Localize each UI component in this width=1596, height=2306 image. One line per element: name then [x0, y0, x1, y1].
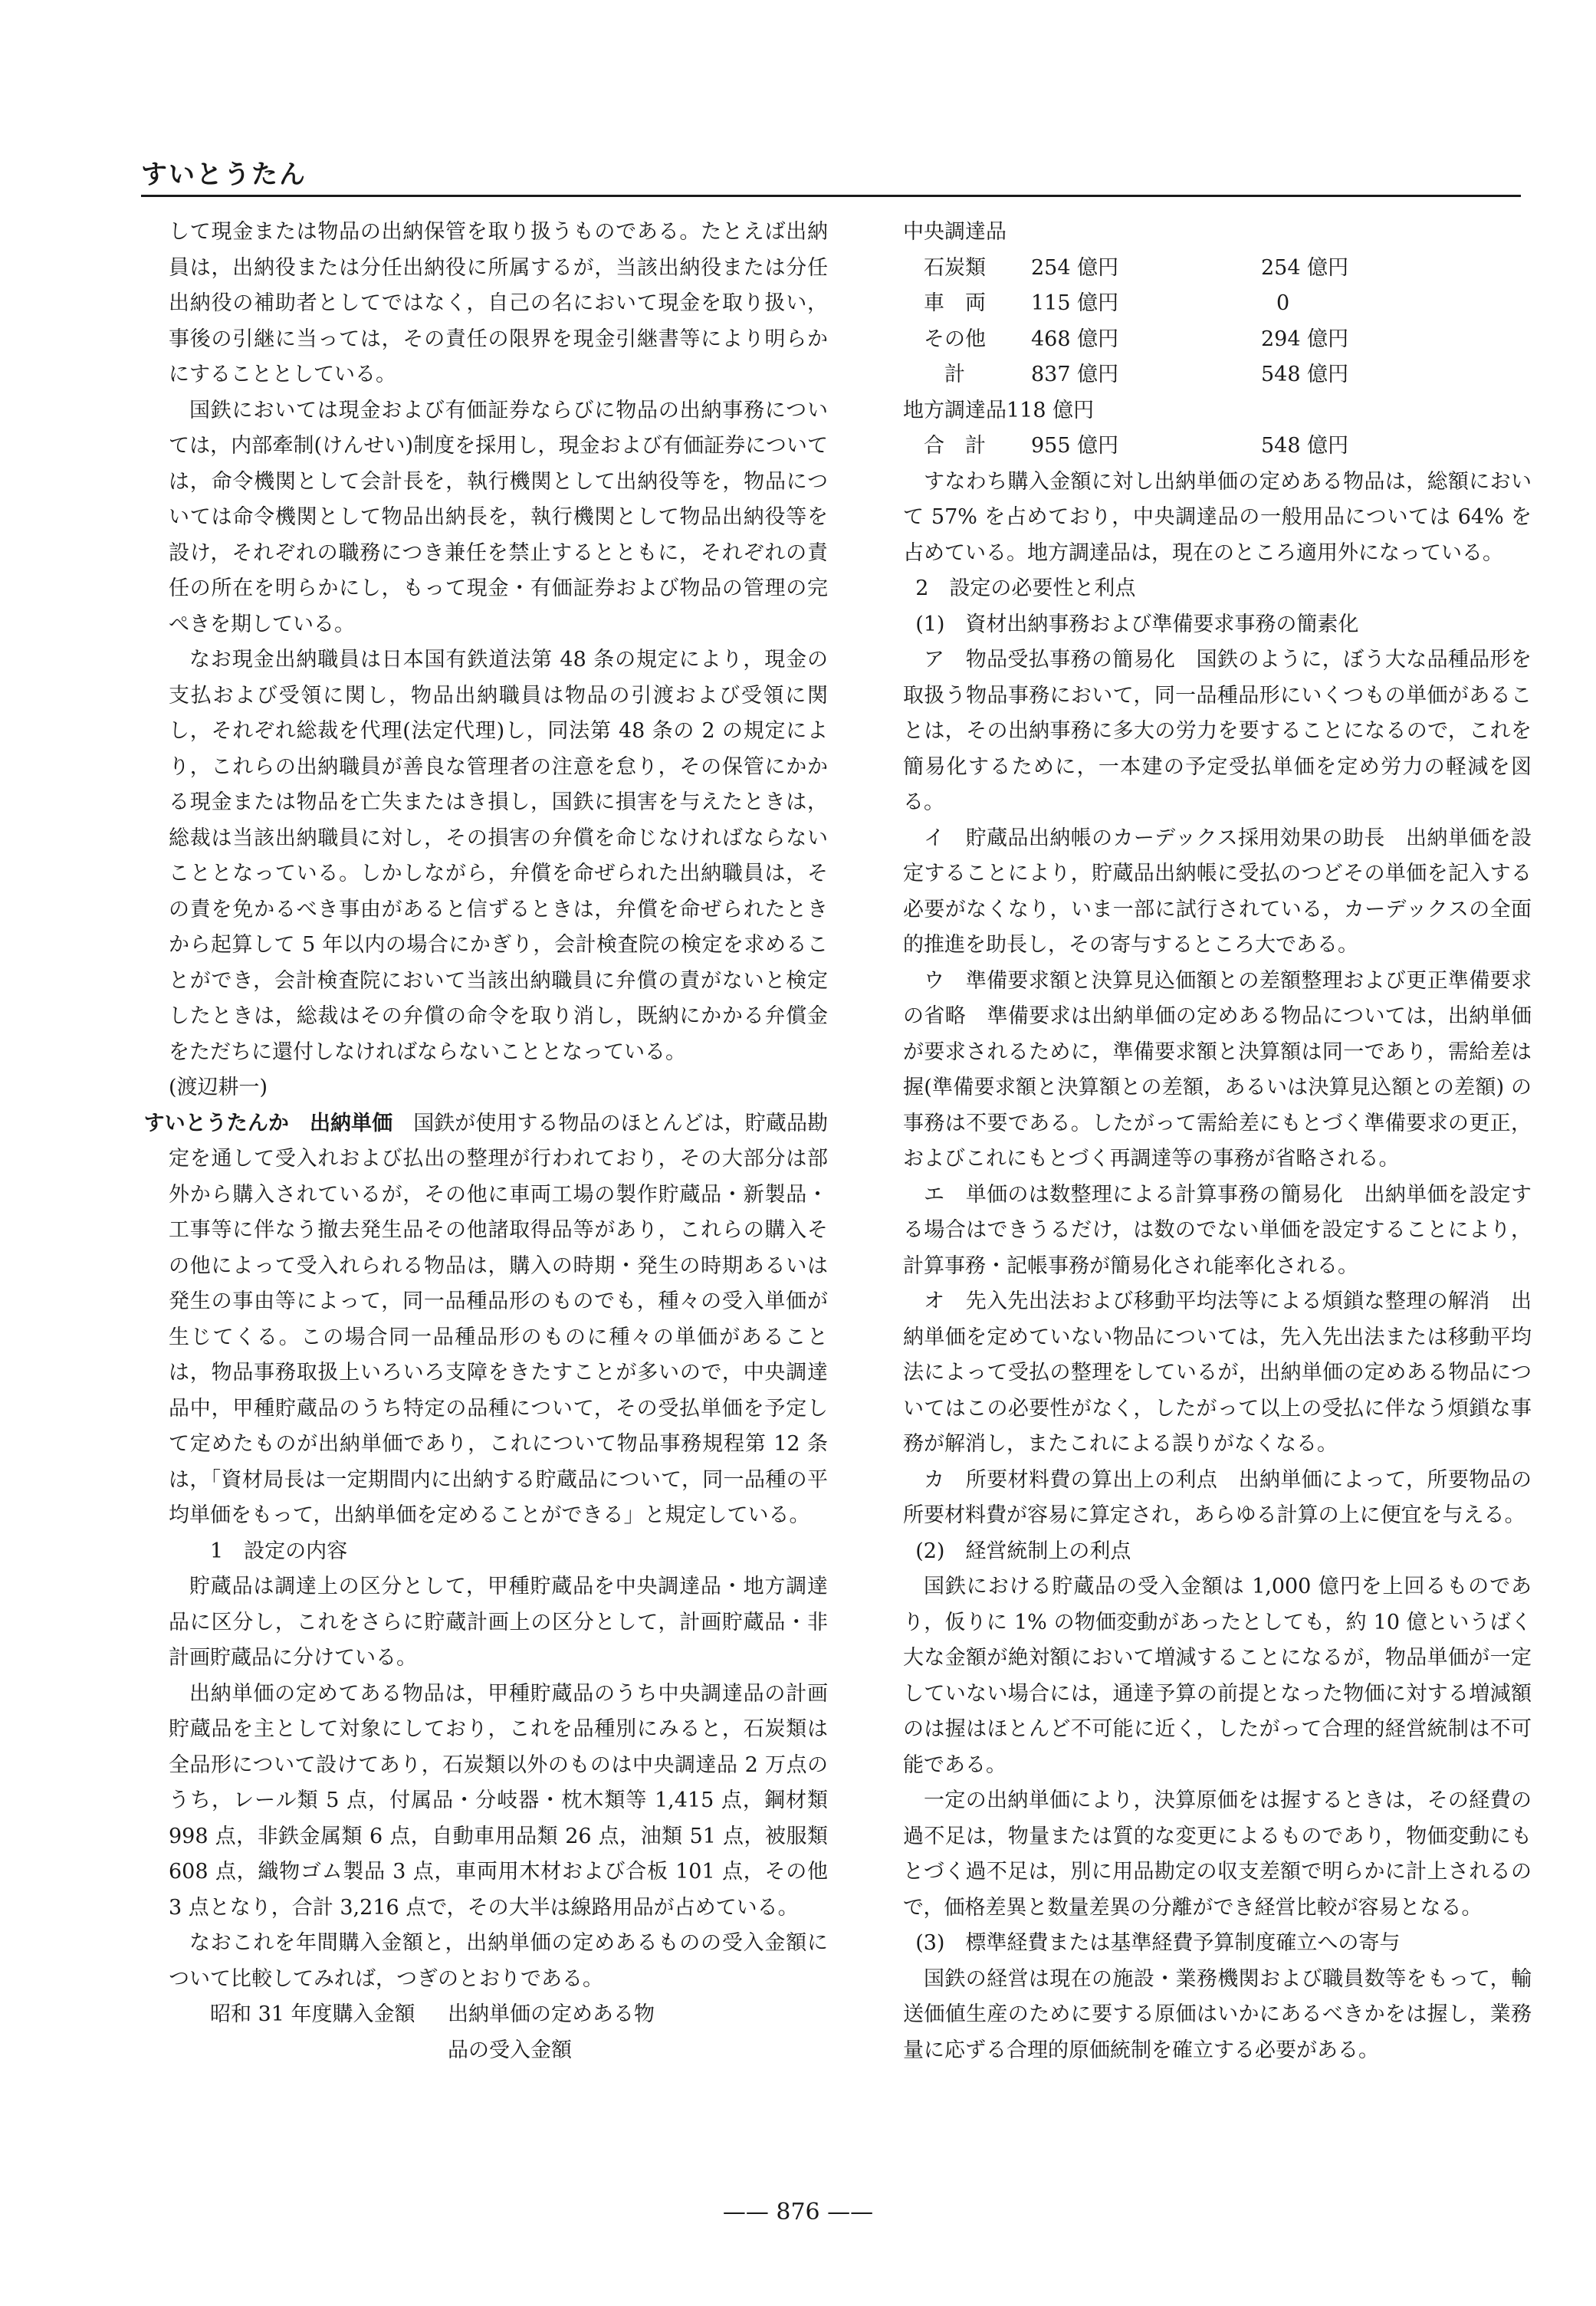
table-header-unit-price-line-2: 品の受入金額	[448, 2038, 572, 2062]
right-column	[903, 215, 1532, 2068]
running-header: すいとうたん	[141, 159, 307, 190]
table-header	[169, 1997, 828, 2068]
item-ka-paragraph: カ 所要材料費の算出上の利点 出納単価によって，所要物品の所要材料費が容易に算定され，あらゆる計算の上に便宜を与える。	[903, 1467, 1532, 1527]
right-paragraph-4: 国鉄の経営は現在の施設・業務機関および職員数等をもって，輸送価値生産のために要する原価はいかにあるべきかをは握し，業務量に応ずる合理的原価統制を確立する必要がある。	[903, 1966, 1532, 2062]
local-label: 地方調達品	[903, 398, 1007, 422]
row-label: 石炭類	[924, 255, 986, 280]
left-paragraph-5: 出納単価の定めてある物品は，甲種貯蔵品のうち中央調達品の計画貯蔵品を主として対象にしており，これを品種別にみると，石炭類は全品形について設けてあり，石炭類以外のものは中央調達品 2 万点のうち，レール類 5 点，付属品・分岐器・枕木類等 1,415 点，鋼材類 998 点，非鉄金属類 6 点，自動車用品類 26 点，油類 51 点，被服類 608 点，織物ゴム製品 3 点，車両用木材および合板 101 点，その他 3 点となり，合計 3,216 点で，その大半は線路用品が占めている。	[169, 1681, 828, 1920]
row-unit-price-value: 254 億円	[1261, 255, 1349, 280]
table-row-total	[903, 429, 1532, 465]
local-value: 118 億円	[1007, 398, 1095, 422]
entry-term: すいとうたんか 出納単価	[143, 1111, 393, 1135]
item-i-paragraph: イ 貯蔵品出納帳のカーデックス採用効果の助長 出納単価を設定することにより，貯蔵品出納帳に受払のつどその単価を記入する必要がなくなり，いま一部に試行されている，カーデックスの全面的推進を助長し，その寄与するところ大である。	[903, 826, 1532, 957]
left-paragraph-6: なおこれを年間購入金額と，出納単価の定めあるものの受入金額について比較してみれば，つぎのとおりである。	[169, 1931, 828, 1991]
item-o-paragraph: オ 先入先出法および移動平均法等による煩鎖な整理の解消 出納単価を定めていない物品については，先入先出法または移動平均法によって受払の整理をしているが，出納単価の定めある物品についてはこの必要性がなく，したがって以上の受払に伴なう煩鎖な事務が解消し，またこれによる誤りがなくなる。	[903, 1289, 1532, 1456]
page-number: —— 876 ——	[722, 2199, 874, 2226]
row-purchase-value: 837 億円	[1031, 363, 1119, 386]
total-unit-price-value: 548 億円	[1261, 434, 1349, 458]
row-label: 計	[924, 363, 965, 386]
table-header-unit-price-line-1: 出納単価の定めある物	[448, 2002, 655, 2026]
right-paragraph-1: すなわち購入金額に対し出納単価の定めある物品は，総額において 57% を占めており，中央調達品の一般用品については 64% を占めている。地方調達品は，現在のところ適用外になっている。	[903, 469, 1532, 565]
row-label: 車 両	[924, 291, 986, 315]
entry-paragraph	[143, 1106, 829, 1534]
row-purchase-value: 254 億円	[1031, 255, 1119, 280]
table-row	[903, 251, 1532, 287]
left-paragraph-1: して現金または物品の出納保管を取り扱うものである。たとえば出納員は，出納役または分任出納役に所属するが，当該出納役または分任出納役の補助者としてではなく，自己の名において現金を取り扱い，事後の引継に当っては，その責任の限界を現金引継書等により明らかにすることとしている。	[169, 220, 828, 386]
right-paragraph-2: 国鉄における貯蔵品の受入金額は 1,000 億円を上回るものであり，仮りに 1% の物価変動があったとしても，約 10 億というばく大な金額が絶対額において増減することになるが，物品単価が一定していない場合には，通達予算の前提となった物価に対する増減額のは握はほとんど不可能に近く，したがって合理的経営統制は不可能である。	[903, 1575, 1532, 1777]
section-1-heading: 1 設定の内容	[210, 1539, 348, 1563]
section-2-2-heading: (2) 経営統制上の利点	[915, 1539, 1131, 1563]
section-2-1-heading: (1) 資材出納事務および準備要求事務の簡素化	[915, 612, 1359, 636]
row-purchase-value: 468 億円	[1031, 327, 1119, 351]
item-e-paragraph: エ 単価のは数整理による計算事務の簡易化 出納単価を設定する場合はできうるだけ，は数のでない単価を設定することにより，計算事務・記帳事務が簡易化され能率化される。	[903, 1182, 1532, 1278]
table-group-label: 中央調達品	[903, 220, 1007, 244]
table-row	[903, 357, 1532, 393]
left-paragraph-3: なお現金出納職員は日本国有鉄道法第 48 条の規定により，現金の支払および受領に関し，物品出納職員は物品の引渡および受領に関し，それぞれ総裁を代理(法定代理)し，同法第 48 条の 2 の規定により，これらの出納職員が善良な管理者の注意を怠り，その保管にかかる現金または物品を亡失またはき損し，国鉄に損害を与えたときは，総裁は当該出納職員に対し，その損害の弁償を命じなければならないこととなっている。しかしながら，弁償を命ぜられた出納職員は，その責を免かるべき事由があると信ずるときは，弁償を命ぜられたときから起算して 5 年以内の場合にかぎり，会計検査院の検定を求めることができ，会計検査院において当該出納職員に弁償の責がないと検定したときは，総裁はその弁償の命令を取り消し，既納にかかる弁償金をただちに還付しなければならないこととなっている。	[169, 648, 828, 1064]
row-label: その他	[924, 327, 986, 351]
right-paragraph-3: 一定の出納単価により，決算原価をは握するときは，その経費の過不足は，物量または質的な変更によるものであり，物価変動にもとづく過不足は，別に用品勘定の収支差額で明らかに計上されるので，価格差異と数量差異の分離ができ経営比較が容易となる。	[903, 1789, 1532, 1920]
row-unit-price-value: 548 億円	[1261, 363, 1349, 386]
table-row-local	[903, 393, 1532, 429]
left-paragraph-2: 国鉄においては現金および有価証券ならびに物品の出納事務については，内部牽制(けんせい)制度を採用し，現金および有価証券については，命令機関として会計長を，執行機関として出納役等を，物品については命令機関として物品出納長を，執行機関として物品出納役等を設け，それぞれの職務につき兼任を禁止するとともに，それぞれの責任の所在を明らかにし，もって現金・有価証券および物品の管理の完ぺきを期している。	[169, 398, 828, 636]
table-header-purchase: 昭和 31 年度購入金額	[210, 2002, 415, 2026]
header-rule	[141, 195, 1521, 197]
section-2-3-heading: (3) 標準経費または基準経費予算制度確立への寄与	[915, 1931, 1401, 1955]
table-row	[903, 286, 1532, 322]
row-unit-price-value: 0	[1276, 291, 1290, 315]
total-label: 合 計	[924, 434, 986, 458]
section-2-heading: 2 設定の必要性と利点	[915, 576, 1136, 600]
author-credit: (渡辺耕一)	[169, 1076, 268, 1099]
left-column	[143, 215, 829, 2068]
total-purchase-value: 955 億円	[1031, 434, 1119, 458]
item-a-paragraph: ア 物品受払事務の簡易化 国鉄のように，ぼう大な品種品形を取扱う物品事務において，同一品種品形にいくつもの単価があることは，その出納事務に多大の労力を要することになるので，これを簡易化するために，一本建の予定受払単価を定め労力の軽減を図る。	[903, 648, 1532, 814]
row-unit-price-value: 294 億円	[1261, 327, 1349, 351]
table-row	[903, 322, 1532, 358]
left-paragraph-4: 貯蔵品は調達上の区分として，甲種貯蔵品を中央調達品・地方調達品に区分し，これをさらに貯蔵計画上の区分として，計画貯蔵品・非計画貯蔵品に分けている。	[169, 1575, 828, 1670]
row-purchase-value: 115 億円	[1031, 291, 1119, 315]
entry-body: 国鉄が使用する物品のほとんどは，貯蔵品勘定を通して受入れおよび払出の整理が行われており，その大部分は部外から購入されているが，その他に車両工場の製作貯蔵品・新製品・工事等に伴なう撤去発生品その他諸取得品等があり，これらの購入その他によって受入れられる物品は，購入の時期・発生の時期あるいは発生の事由等によって，同一品種品形のものでも，種々の受入単価が生じてくる。この場合同一品種品形のものに種々の単価があることは，物品事務取扱上いろいろ支障をきたすことが多いので，中央調達品中，甲種貯蔵品のうち特定の品種について，その受払単価を予定して定めたものが出納単価であり，これについて物品事務規程第 12 条は，「資材局長は一定期間内に出納する貯蔵品について，同一品種の平均単価をもって，出納単価を定めることができる」と規定している。	[169, 1111, 829, 1527]
item-u-paragraph: ウ 準備要求額と決算見込価額との差額整理および更正準備要求の省略 準備要求は出納単価の定めある物品については，出納単価が要求されるために，準備要求額と決算額は同一であり，需給差は握(準備要求額と決算額との差額，あるいは決算見込額との差額) の事務は不要である。したがって需給差にもとづく準備要求の更正，およびこれにもとづく再調達等の事務が省略される。	[903, 968, 1532, 1171]
table-header-unit-price	[448, 1997, 754, 2068]
